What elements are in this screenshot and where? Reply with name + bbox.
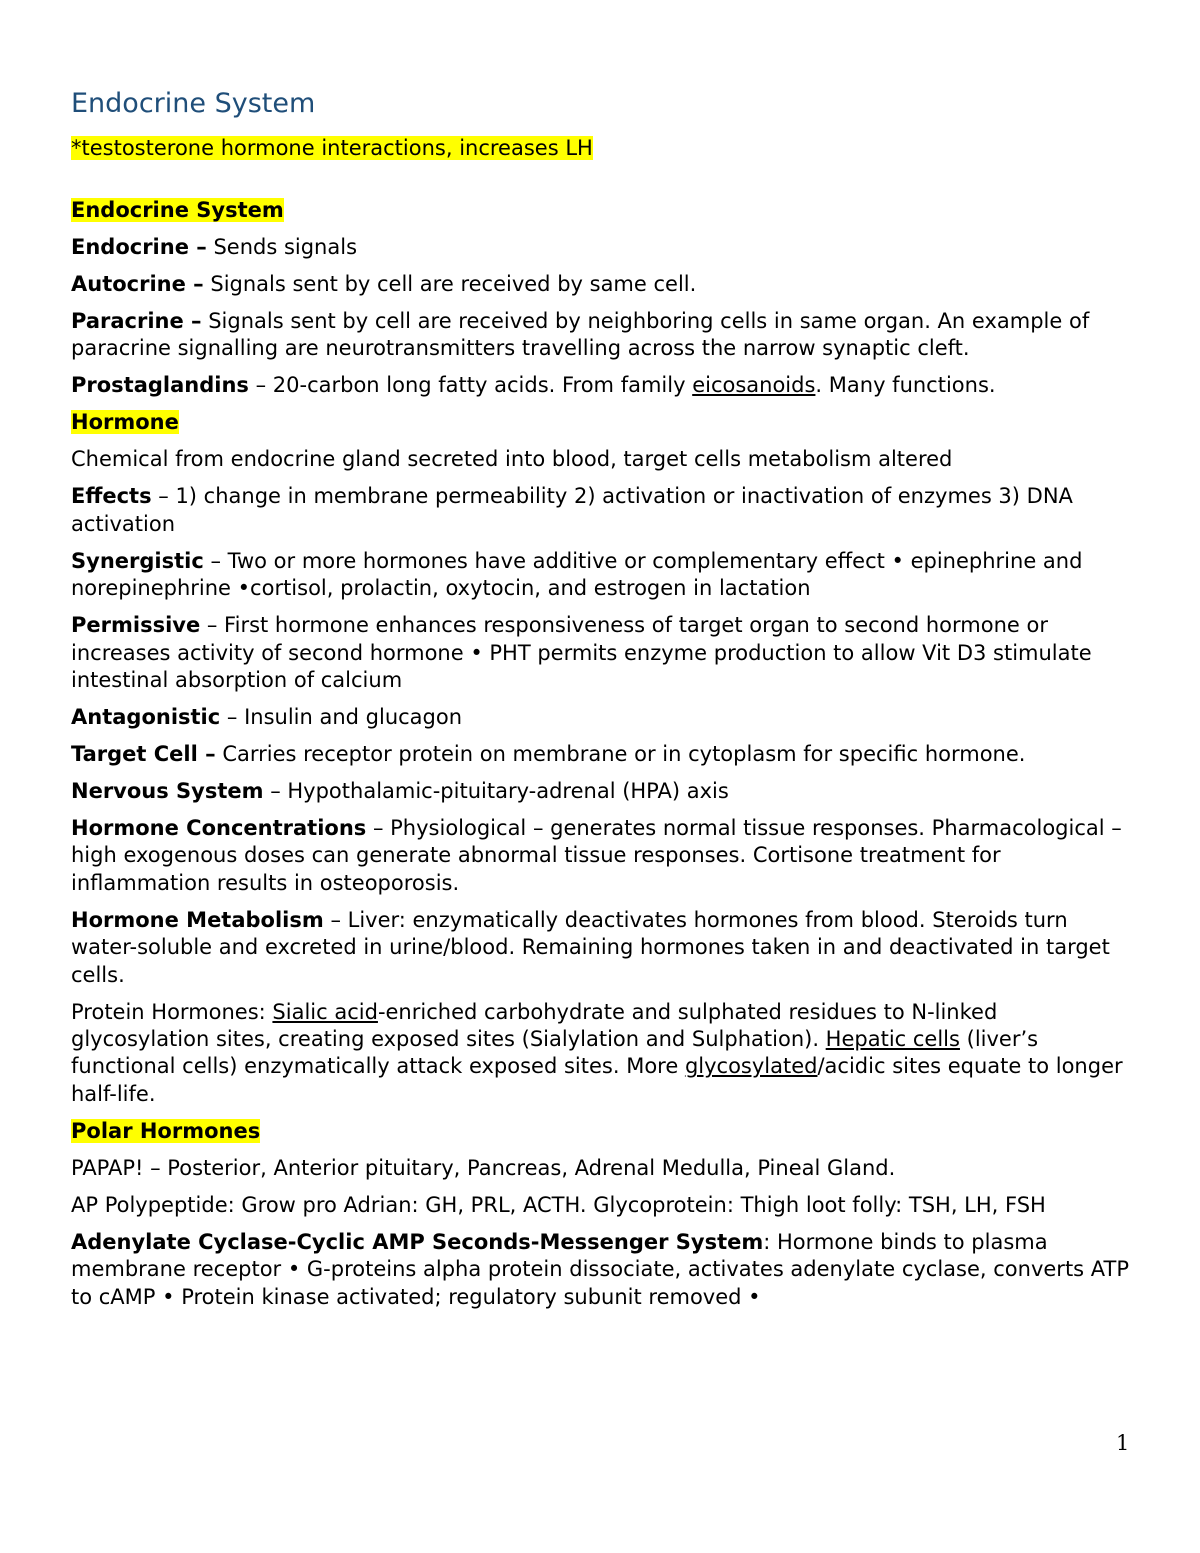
section-heading-polar: Polar Hormones — [71, 1118, 261, 1143]
def-antagonistic: Antagonistic – Insulin and glucagon — [71, 705, 463, 730]
section-heading-endocrine: Endocrine System — [71, 198, 284, 222]
link-glycosylated[interactable]: glycosylated — [684, 1054, 818, 1079]
def-permissive: Permissive – First hormone enhances responsiveness of target organ to second hormone or increases activity of second hormone • PHT permits enzyme production to allow Vit D3 stimulate intestinal absorption of calcium — [71, 613, 1092, 693]
def-paracrine: Paracrine – Signals sent by cell are received by neighboring cells in same organ. An example of paracrine signalling are neurotransmitters travelling across the narrow synaptic cleft. — [71, 309, 1090, 361]
hormone-definition: Chemical from endocrine gland secreted into blood, target cells metabolism altered — [71, 447, 953, 472]
def-effects: Effects – 1) change in membrane permeability 2) activation or inactivation of enzymes 3) DNA activation — [71, 484, 1073, 536]
link-eicosanoids[interactable]: eicosanoids — [692, 373, 816, 398]
document-page — [71, 84, 1131, 1311]
section-heading-hormone: Hormone — [71, 410, 179, 435]
def-endocrine: Endocrine – Sends signals — [71, 235, 358, 259]
def-hormone-concentrations: Hormone Concentrations – Physiological – generates normal tissue responses. Pharmacological – high exogenous doses can generate abnormal tissue responses. Cortisone treatment for inflammation results in osteoporosis. — [71, 816, 1122, 895]
link-hepatic-cells[interactable]: Hepatic cells — [825, 1027, 960, 1052]
def-hormone-metabolism: Hormone Metabolism – Liver: enzymatically deactivates hormones from blood. Steroids turn water-soluble and excreted in urine/blood. Remaining hormones taken in and deactivated in target cells. — [71, 907, 1110, 987]
def-autocrine: Autocrine – Signals sent by cell are received by same cell. — [71, 272, 697, 296]
def-prostaglandins: Prostaglandins – 20-carbon long fatty acids. From family eicosanoids. Many functions. — [71, 373, 996, 398]
papap-mnemonic: PAPAP! – Posterior, Anterior pituitary, Pancreas, Adrenal Medulla, Pineal Gland. — [71, 1155, 896, 1180]
note-text: *testosterone hormone interactions, increases LH — [71, 136, 593, 160]
def-target-cell: Target Cell – Carries receptor protein on membrane or in cytoplasm for specific hormone. — [71, 742, 1026, 767]
link-sialic-acid[interactable]: Sialic acid — [272, 999, 378, 1024]
def-nervous-system: Nervous System – Hypothalamic-pituitary-adrenal (HPA) axis — [71, 779, 729, 804]
page-number: 1 — [1116, 1431, 1130, 1455]
def-adenylate-cyclase: Adenylate Cyclase-Cyclic AMP Seconds-Messenger System: Hormone binds to plasma membrane receptor • G-proteins alpha protein dissociate, activates adenylate cyclase, converts ATP to cAMP • Protein kinase activated; regulatory subunit removed • — [71, 1229, 1130, 1309]
document-title: Endocrine System — [71, 88, 316, 119]
highlight-note — [71, 134, 1131, 162]
ap-polypeptide: AP Polypeptide: Grow pro Adrian: GH, PRL, ACTH. Glycoprotein: Thigh loot folly: TSH, LH, FSH — [71, 1192, 1046, 1217]
protein-hormones: Protein Hormones: Sialic acid-enriched carbohydrate and sulphated residues to N-linked glycosylation sites, creating exposed sites (Sialylation and Sulphation). Hepatic cells (liver’s functional cells) enzymatically attack exposed sites. More glycosylated/acidic sites equate to longer half-life. — [71, 999, 1123, 1106]
def-synergistic: Synergistic – Two or more hormones have additive or complementary effect • epinephrine and norepinephrine •cortisol, prolactin, oxytocin, and estrogen in lactation — [71, 548, 1083, 601]
